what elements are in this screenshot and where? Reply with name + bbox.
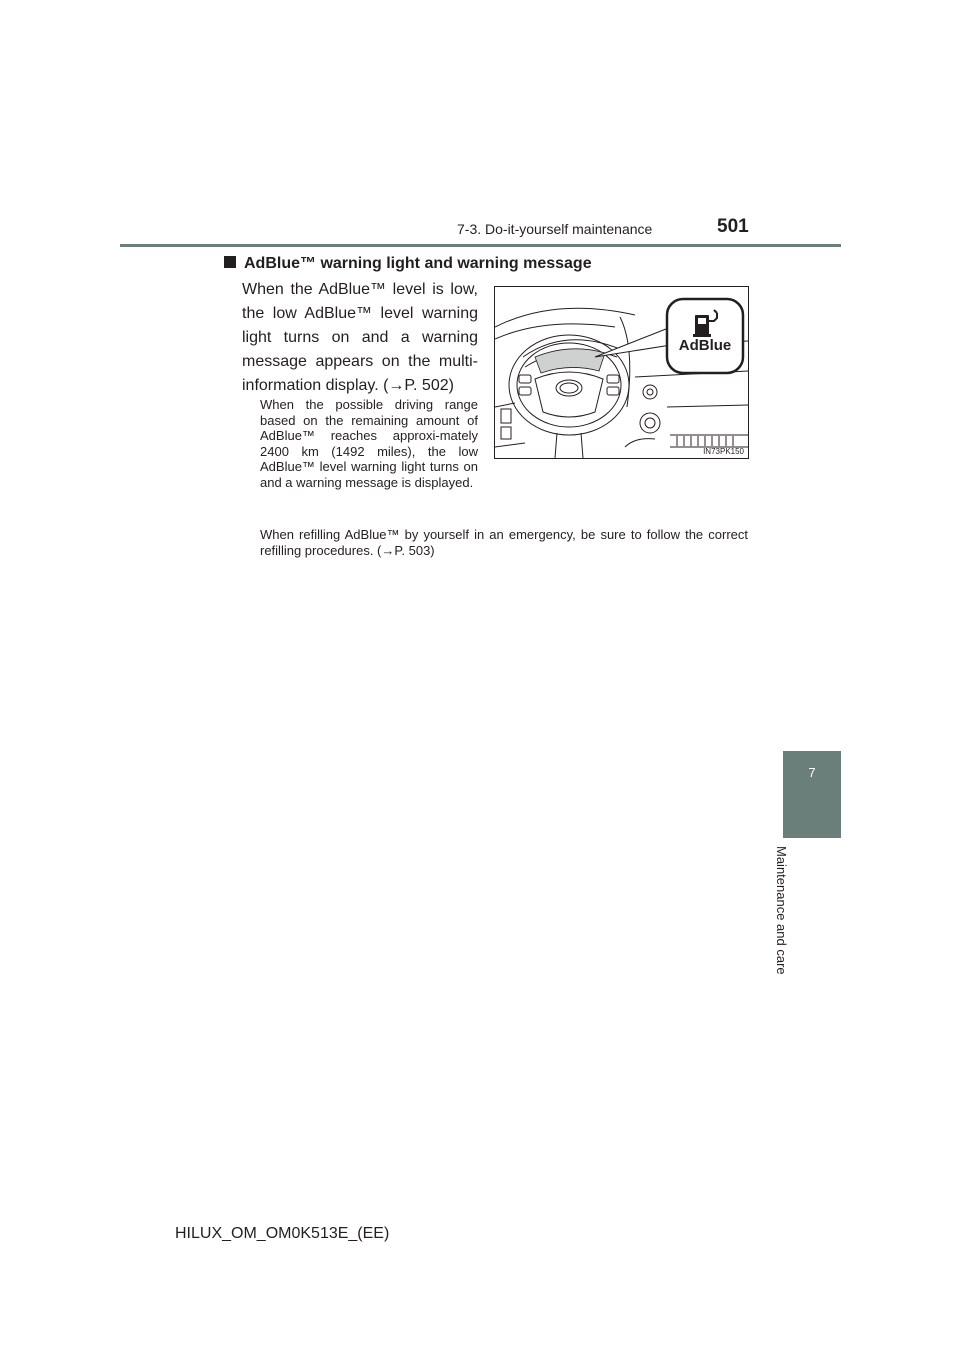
- page-number: 501: [717, 216, 749, 237]
- heading-text: AdBlue™ warning light and warning message: [244, 255, 592, 272]
- section-heading: [224, 255, 592, 273]
- adblue-indicator-label: AdBlue: [678, 337, 732, 354]
- body-paragraph: When the AdBlue™ level is low, the low AdBlue™ level warning light turns on and a warning message appears on the multi-information display. (→P. 502): [242, 281, 478, 394]
- dashboard-illustration: [494, 286, 749, 459]
- chapter-label: [760, 846, 820, 976]
- chapter-label-text: Maintenance and care: [774, 846, 789, 975]
- chapter-number: 7: [808, 765, 816, 780]
- figure-code: IN73PK150: [703, 447, 744, 456]
- section-title: 7-3. Do-it-yourself maintenance: [457, 221, 653, 237]
- square-bullet-icon: [224, 256, 236, 268]
- note-driving-range: When the possible driving range based on the remaining amount of AdBlue™ reaches approxi-mately 2400 km (1492 miles), the low AdBlue™ level warning light turns on and a warning message is displayed.: [260, 397, 478, 490]
- header-divider: [120, 244, 841, 247]
- dashboard-drawing: [495, 287, 748, 458]
- chapter-tab[interactable]: [783, 751, 841, 838]
- note-refilling: When refilling AdBlue™ by yourself in an emergency, be sure to follow the correct refilling procedures. (→P. 503): [260, 527, 748, 558]
- document-code: HILUX_OM_OM0K513E_(EE): [175, 1225, 390, 1242]
